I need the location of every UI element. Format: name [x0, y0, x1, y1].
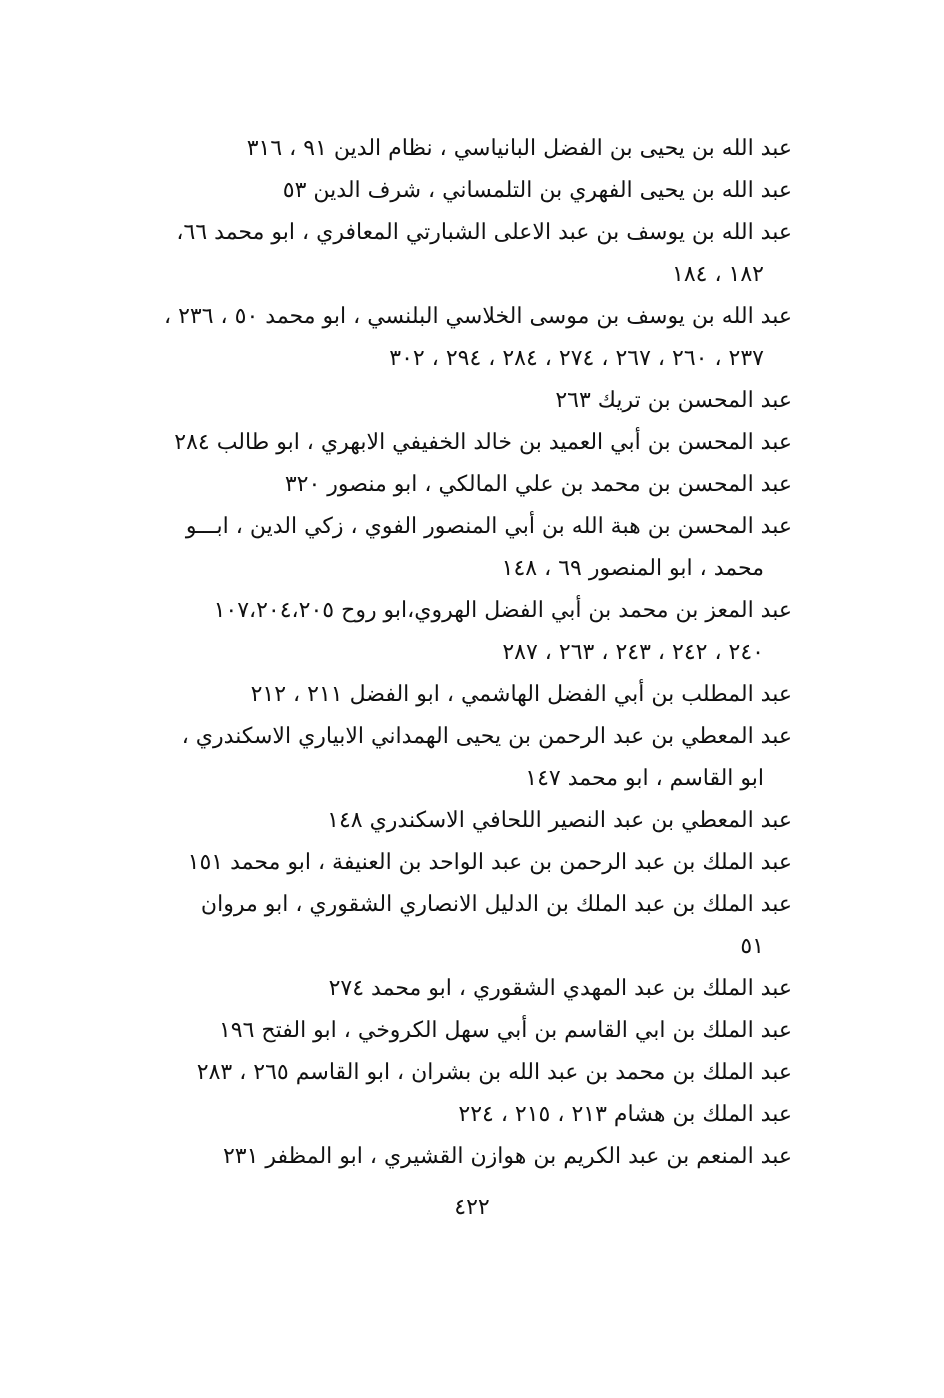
index-entries [140, 128, 792, 1178]
entry-line: عبد المعطي بن عبد النصير اللحافي الاسكندري ١٤٨ [327, 808, 792, 833]
index-entry [140, 380, 792, 422]
entry-line: عبد الملك بن عبد المهدي الشقوري ، ابو محمد ٢٧٤ [328, 976, 792, 1001]
entry-line: عبد الله بن يوسف بن عبد الاعلى الشبارتي المعافري ، ابو محمد ٦٦، [176, 220, 792, 245]
entry-line: عبد المطلب بن أبي الفضل الهاشمي ، ابو الفضل ٢١١ ، ٢١٢ [250, 682, 792, 707]
entry-line: عبد الله بن يوسف بن موسى الخلاسي البلنسي ، ابو محمد ٥٠ ، ٢٣٦ ، [164, 304, 792, 329]
entry-continuation-line: ١٨٢ ، ١٨٤ [672, 262, 764, 287]
entry-continuation-line: ٢٤٠ ، ٢٤٢ ، ٢٤٣ ، ٢٦٣ ، ٢٨٧ [502, 640, 764, 665]
entry-line: عبد الملك بن محمد بن عبد الله بن بشران ، ابو القاسم ٢٦٥ ، ٢٨٣ [196, 1060, 792, 1085]
index-entry [140, 1136, 792, 1178]
index-entry [140, 128, 792, 170]
entry-line: عبد المحسن بن تريك ٢٦٣ [555, 388, 792, 413]
index-entry [140, 884, 792, 968]
entry-line: عبد المحسن بن أبي العميد بن خالد الخفيفي الابهري ، ابو طالب ٢٨٤ [174, 430, 792, 455]
index-entry [140, 674, 792, 716]
entry-line: عبد المحسن بن هبة الله بن أبي المنصور الفوي ، زكي الدين ، ابـــو [185, 514, 792, 539]
index-entry [140, 212, 792, 296]
entry-line: عبد الملك بن عبد الرحمن بن عبد الواحد بن العنيفة ، ابو محمد ١٥١ [187, 850, 792, 875]
entry-continuation-line: ٥١ [740, 934, 764, 959]
entry-line: عبد الله بن يحيى الفهري بن التلمساني ، شرف الدين ٥٣ [282, 178, 792, 203]
index-entry [140, 1052, 792, 1094]
index-entry [140, 506, 792, 590]
index-entry [140, 590, 792, 674]
index-entry [140, 296, 792, 380]
index-entry [140, 1010, 792, 1052]
entry-line: عبد الملك بن عبد الملك بن الدليل الانصاري الشقوري ، ابو مروان [200, 892, 792, 917]
entry-line: عبد المنعم بن عبد الكريم بن هوازن القشيري ، ابو المظفر ٢٣١ [222, 1144, 792, 1169]
index-entry [140, 716, 792, 800]
entry-line: عبد الملك بن هشام ٢١٣ ، ٢١٥ ، ٢٢٤ [458, 1102, 792, 1127]
entry-line: عبد المعطي بن عبد الرحمن بن يحيى الهمداني الابياري الاسكندري ، [181, 724, 792, 749]
index-entry [140, 1094, 792, 1136]
page-number: ٤٢٢ [454, 1195, 490, 1220]
index-entry [140, 842, 792, 884]
entry-line: عبد الله بن يحيى بن الفضل البانياسي ، نظام الدين ٩١ ، ٣١٦ [246, 136, 792, 161]
index-entry [140, 800, 792, 842]
index-entry [140, 422, 792, 464]
index-entry [140, 464, 792, 506]
index-entry [140, 968, 792, 1010]
index-entry [140, 170, 792, 212]
entry-line: عبد المحسن بن محمد بن علي المالكي ، ابو منصور ٣٢٠ [284, 472, 792, 497]
entry-continuation-line: ٢٣٧ ، ٢٦٠ ، ٢٦٧ ، ٢٧٤ ، ٢٨٤ ، ٢٩٤ ، ٣٠٢ [389, 346, 764, 371]
entry-line: عبد الملك بن ابي القاسم بن أبي سهل الكروخي ، ابو الفتح ١٩٦ [218, 1018, 792, 1043]
entry-continuation-line: محمد ، ابو المنصور ٦٩ ، ١٤٨ [501, 556, 764, 581]
entry-continuation-line: ابو القاسم ، ابو محمد ١٤٧ [525, 766, 764, 791]
entry-line: عبد المعز بن محمد بن أبي الفضل الهروي،ابو روح ١٠٧،٢٠٤،٢٠٥ [213, 598, 792, 623]
